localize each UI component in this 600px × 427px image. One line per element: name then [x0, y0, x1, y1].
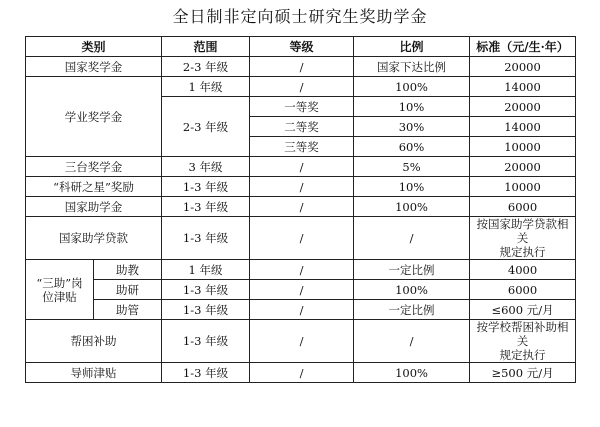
standard-cell: 6000	[470, 280, 576, 300]
scope-cell: 2-3 年级	[162, 57, 250, 77]
category-cell: “科研之星”奖励	[26, 177, 162, 197]
subcategory-cell: 助研	[94, 280, 162, 300]
standard-cell: 14000	[470, 117, 576, 137]
standard-cell: 14000	[470, 77, 576, 97]
table-row	[26, 197, 576, 217]
header-scope: 范围	[162, 37, 250, 57]
grade-cell: /	[250, 363, 354, 383]
grade-cell: /	[250, 320, 354, 363]
ratio-cell: 100%	[354, 77, 470, 97]
table-row	[26, 300, 576, 320]
scope-cell: 1-3 年级	[162, 177, 250, 197]
header-category: 类别	[26, 37, 162, 57]
ratio-cell: 10%	[354, 97, 470, 117]
grade-cell: 二等奖	[250, 117, 354, 137]
scope-cell: 2-3 年级	[162, 97, 250, 157]
table-row	[26, 217, 576, 260]
category-cell: 国家奖学金	[26, 57, 162, 77]
scope-cell: 1-3 年级	[162, 217, 250, 260]
grade-cell: /	[250, 177, 354, 197]
standard-cell: 4000	[470, 260, 576, 280]
category-cell: 三台奖学金	[26, 157, 162, 177]
standard-cell: 20000	[470, 97, 576, 117]
ratio-cell: 30%	[354, 117, 470, 137]
scope-cell: 1 年级	[162, 260, 250, 280]
ratio-cell: 100%	[354, 197, 470, 217]
grade-cell: 三等奖	[250, 137, 354, 157]
grade-cell: /	[250, 197, 354, 217]
scholarship-table	[25, 36, 576, 383]
scope-cell: 3 年级	[162, 157, 250, 177]
grade-cell: /	[250, 260, 354, 280]
ratio-cell: 一定比例	[354, 260, 470, 280]
ratio-cell: 100%	[354, 363, 470, 383]
table-row	[26, 157, 576, 177]
table-row	[26, 320, 576, 363]
scope-cell: 1-3 年级	[162, 320, 250, 363]
grade-cell: /	[250, 217, 354, 260]
grade-cell: /	[250, 280, 354, 300]
category-cell: 学业奖学金	[26, 77, 162, 157]
ratio-cell: /	[354, 320, 470, 363]
ratio-cell: 5%	[354, 157, 470, 177]
category-cell: 国家助学金	[26, 197, 162, 217]
standard-cell: 按学校帮困补助相关 规定执行	[470, 320, 576, 363]
ratio-cell: 100%	[354, 280, 470, 300]
category-cell: 帮困补助	[26, 320, 162, 363]
subcategory-cell: 助教	[94, 260, 162, 280]
scope-cell: 1-3 年级	[162, 280, 250, 300]
standard-cell: 10000	[470, 177, 576, 197]
standard-cell: ≥500 元/月	[470, 363, 576, 383]
scope-cell: 1-3 年级	[162, 300, 250, 320]
grade-cell: /	[250, 300, 354, 320]
category-cell: “三助”岗 位津贴	[26, 260, 94, 320]
standard-cell: 20000	[470, 157, 576, 177]
table-header-row	[26, 37, 576, 57]
category-cell: 国家助学贷款	[26, 217, 162, 260]
scope-cell: 1-3 年级	[162, 197, 250, 217]
table-row	[26, 280, 576, 300]
page-title: 全日制非定向硕士研究生奖助学金	[172, 7, 428, 26]
ratio-cell: 一定比例	[354, 300, 470, 320]
header-standard: 标准（元/生·年）	[470, 37, 576, 57]
category-cell: 导师津贴	[26, 363, 162, 383]
standard-cell: 10000	[470, 137, 576, 157]
subcategory-cell: 助管	[94, 300, 162, 320]
ratio-cell: 10%	[354, 177, 470, 197]
header-grade: 等级	[250, 37, 354, 57]
table-row	[26, 363, 576, 383]
standard-cell: ≤600 元/月	[470, 300, 576, 320]
scope-cell: 1 年级	[162, 77, 250, 97]
table-row	[26, 57, 576, 77]
standard-cell: 6000	[470, 197, 576, 217]
scope-cell: 1-3 年级	[162, 363, 250, 383]
ratio-cell: /	[354, 217, 470, 260]
standard-cell: 按国家助学贷款相关 规定执行	[470, 217, 576, 260]
header-ratio: 比例	[354, 37, 470, 57]
standard-cell: 20000	[470, 57, 576, 77]
table-row	[26, 77, 576, 97]
grade-cell: /	[250, 77, 354, 97]
ratio-cell: 国家下达比例	[354, 57, 470, 77]
table-row	[26, 177, 576, 197]
table-row	[26, 260, 576, 280]
grade-cell: 一等奖	[250, 97, 354, 117]
grade-cell: /	[250, 57, 354, 77]
ratio-cell: 60%	[354, 137, 470, 157]
grade-cell: /	[250, 157, 354, 177]
